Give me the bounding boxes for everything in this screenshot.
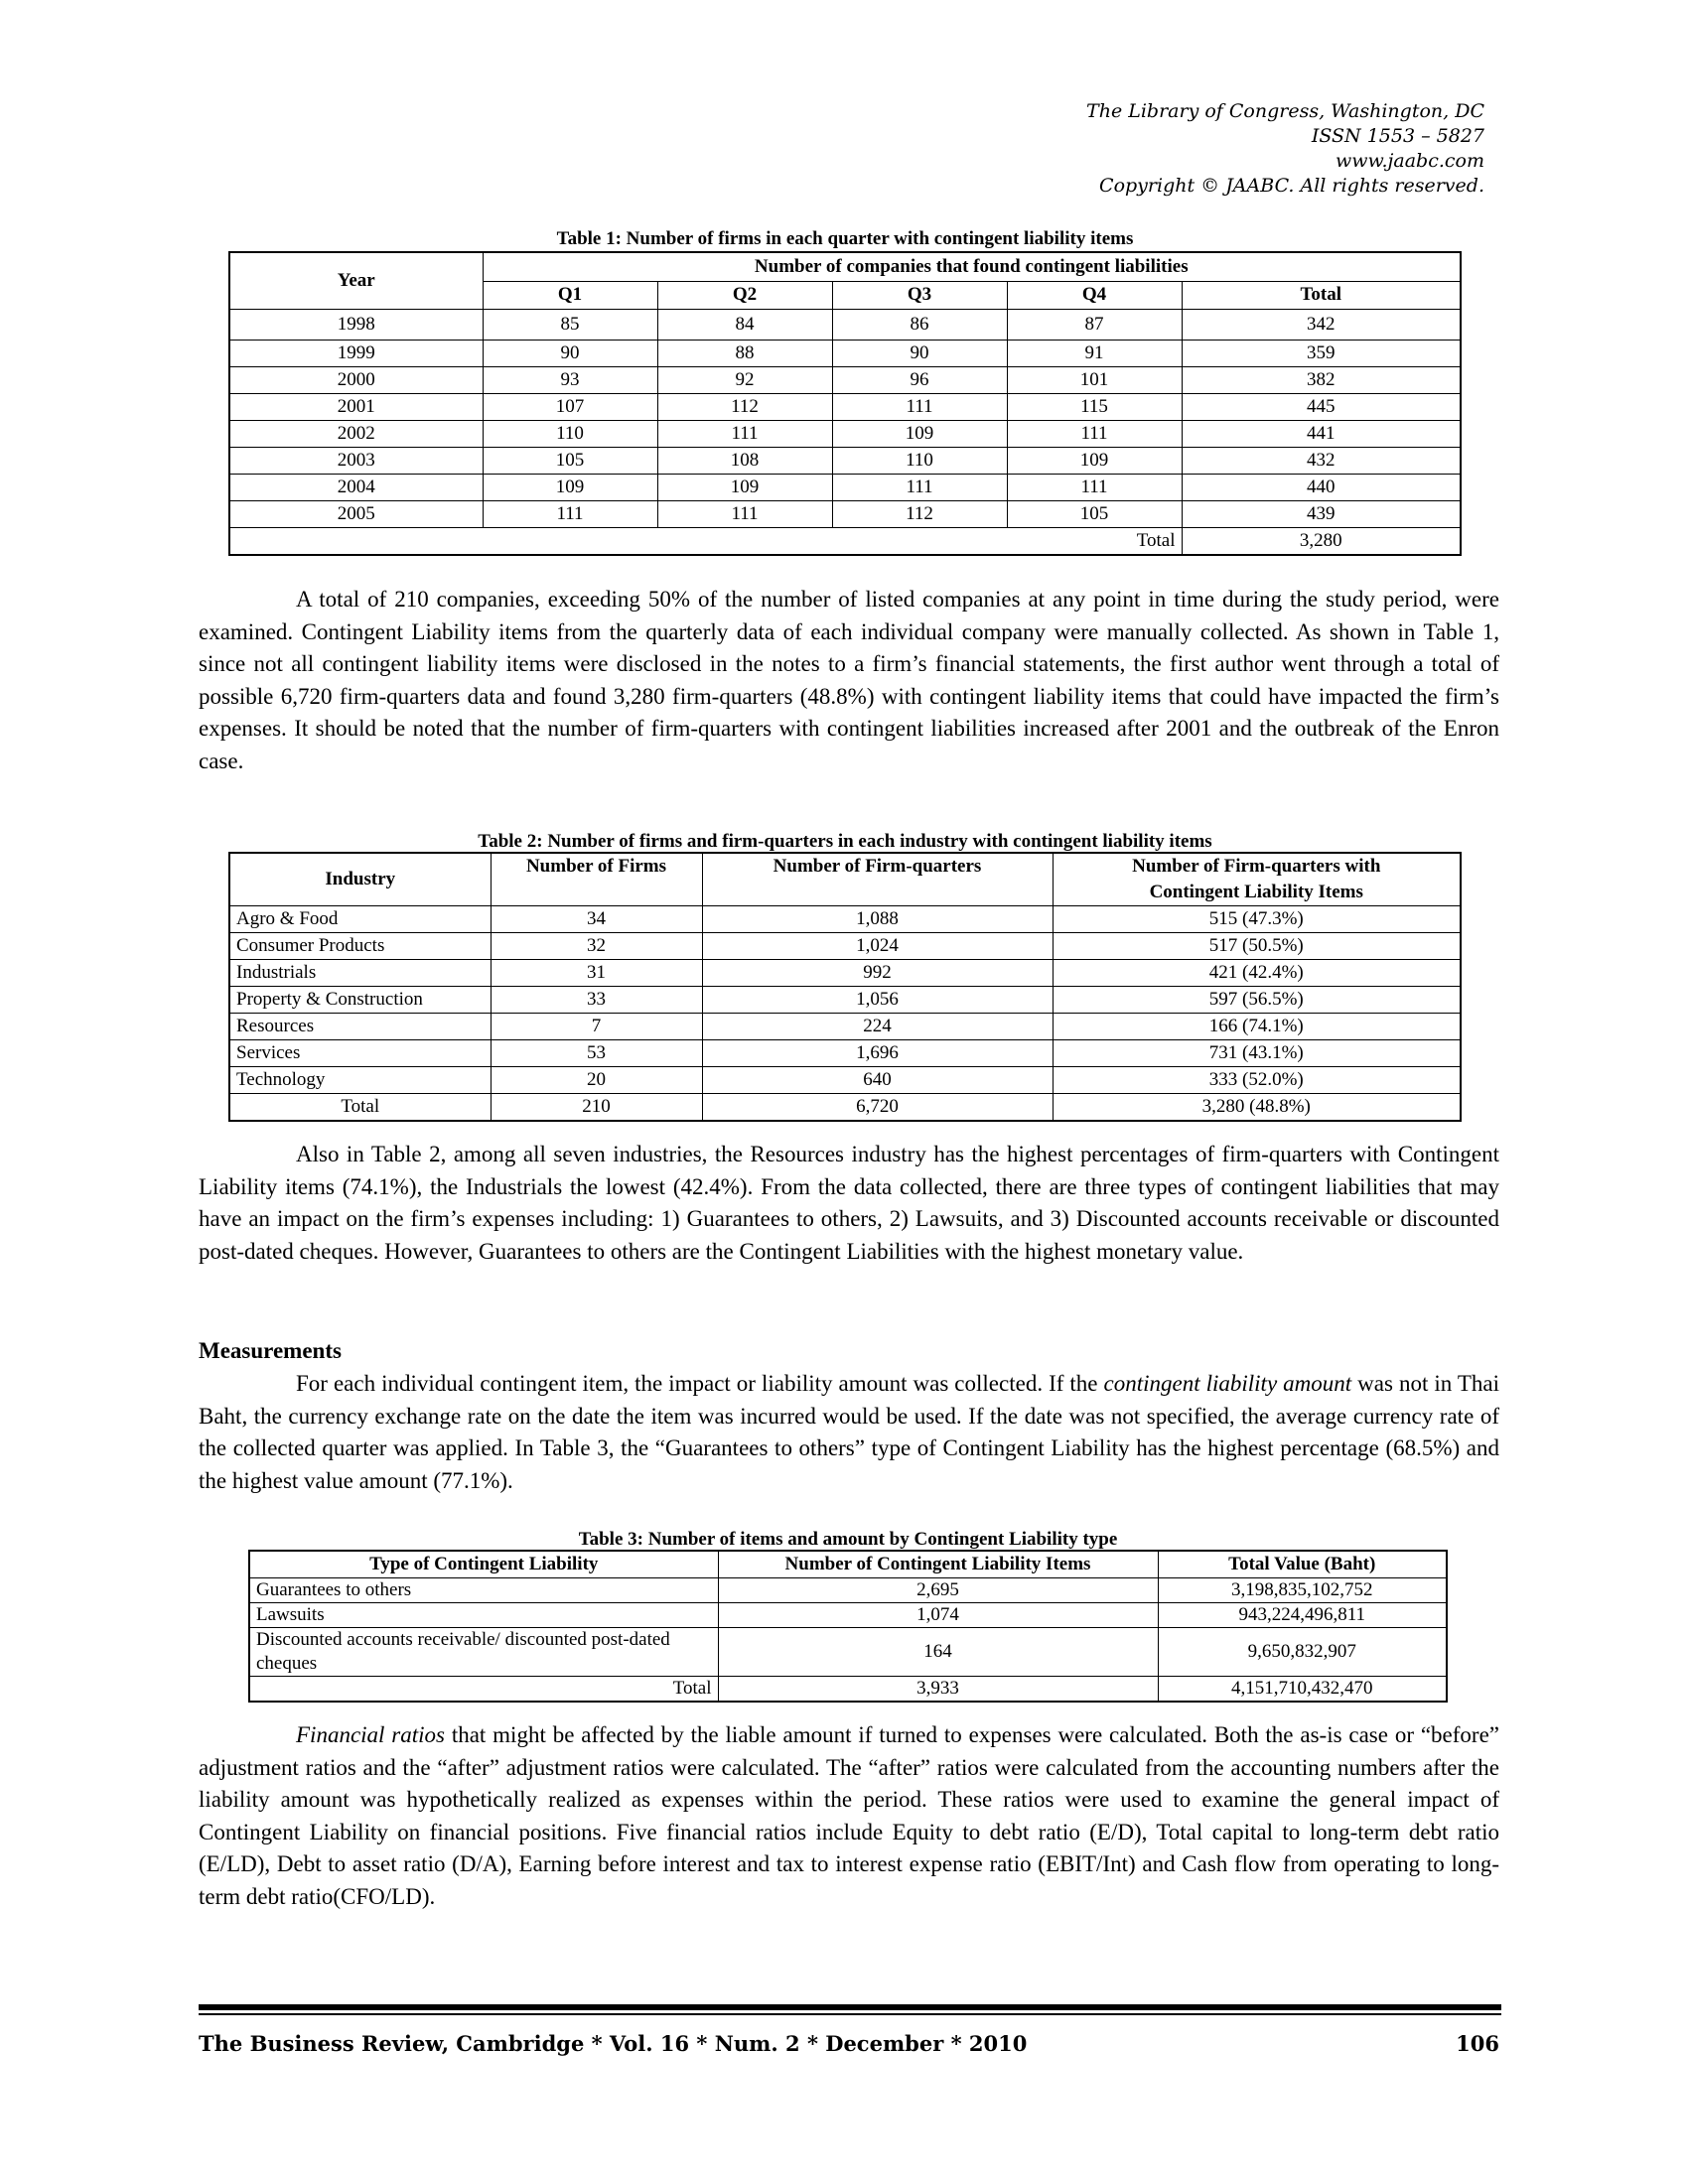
- table1-row: [229, 394, 1461, 421]
- paragraph-3: [199, 1368, 1499, 1497]
- table1-cell: 110: [832, 448, 1007, 475]
- table3: [248, 1550, 1448, 1703]
- table1-year-cell: 1998: [229, 310, 483, 341]
- table1-cell: 111: [657, 421, 832, 448]
- table3-type-cell: Lawsuits: [249, 1603, 718, 1628]
- table2-cell: 333 (52.0%): [1053, 1067, 1461, 1094]
- table1-cell: 439: [1182, 501, 1461, 528]
- table1-col-header: Total: [1182, 281, 1461, 310]
- table2-cell: 53: [491, 1040, 702, 1067]
- table2-industry-cell: Technology: [229, 1067, 491, 1094]
- table2-cell: 1,056: [702, 987, 1053, 1014]
- table3-cell: 943,224,496,811: [1158, 1603, 1447, 1628]
- table1-cell: 108: [657, 448, 832, 475]
- table3-cell: 164: [718, 1628, 1158, 1677]
- table2-cell: 992: [702, 960, 1053, 987]
- table3-header-type: Type of Contingent Liability: [249, 1551, 718, 1578]
- table3-body: [249, 1578, 1447, 1677]
- table1-col-header: Q4: [1007, 281, 1182, 310]
- table1-col-header: Q1: [483, 281, 657, 310]
- table1-total-value: 3,280: [1182, 528, 1461, 556]
- table2-row: [229, 933, 1461, 960]
- table3-total-label: Total: [249, 1677, 718, 1703]
- table3-row: [249, 1578, 1447, 1603]
- table2-header-cl-line2: Contingent Liability Items: [1149, 882, 1363, 902]
- table1-cell: 111: [832, 394, 1007, 421]
- table2-cell: 640: [702, 1067, 1053, 1094]
- table1-cell: 90: [483, 341, 657, 367]
- table1-cell: 440: [1182, 475, 1461, 501]
- table2-industry-cell: Services: [229, 1040, 491, 1067]
- footer-rule-thick: [199, 2004, 1501, 2010]
- table1-cell: 445: [1182, 394, 1461, 421]
- table1-cell: 91: [1007, 341, 1182, 367]
- table1-row: [229, 501, 1461, 528]
- table1-cell: 109: [657, 475, 832, 501]
- table2-block: [228, 831, 1462, 1122]
- table2-cell: 20: [491, 1067, 702, 1094]
- table2-cell: 421 (42.4%): [1053, 960, 1461, 987]
- table2-cell: 1,024: [702, 933, 1053, 960]
- table1-cell: 96: [832, 367, 1007, 394]
- table3-total-items: 3,933: [718, 1677, 1158, 1703]
- table3-block: [248, 1529, 1448, 1703]
- table2-industry-cell: Property & Construction: [229, 987, 491, 1014]
- table1-total-row: [229, 528, 1461, 556]
- table3-row: [249, 1603, 1447, 1628]
- table2-body: [229, 906, 1461, 1094]
- table3-cell: 9,650,832,907: [1158, 1628, 1447, 1677]
- table1-cell: 111: [483, 501, 657, 528]
- table2-row: [229, 1067, 1461, 1094]
- table1-cell: 109: [483, 475, 657, 501]
- table3-caption: Table 3: Number of items and amount by Contingent Liability type: [578, 1529, 1118, 1550]
- table3-row: [249, 1628, 1447, 1677]
- table1-row: [229, 448, 1461, 475]
- table1-year-cell: 2002: [229, 421, 483, 448]
- table2-cell: 33: [491, 987, 702, 1014]
- table2-cell: 34: [491, 906, 702, 933]
- footer-page-number: 106: [1456, 2031, 1499, 2056]
- paragraph-4-rest: that might be affected by the liable amount if turned to expenses were calculated. Both the as-is case or “before” adjustment ratios and the “after” adjustment ratios were calculated. The “after” ratios were calculated from the accounting numbers after the liability amount was hypothetically realized as expenses within the period. These ratios were used to examine the general impact of Contingent Liability on financial positions. Five financial ratios include Equity to debt ratio (E/D), Total capital to long-term debt ratio (E/LD), Debt to asset ratio (D/A), Earning before interest and tax to interest expense ratio (EBIT/Int) and Cash flow from operating to long-term debt ratio(CFO/LD).: [199, 1722, 1499, 1909]
- table2-total-label: Total: [229, 1094, 491, 1122]
- table1-year-cell: 2005: [229, 501, 483, 528]
- paragraph-3-part1: For each individual contingent item, the impact or liability amount was collected. If the: [296, 1371, 1104, 1396]
- table1-cell: 111: [1007, 421, 1182, 448]
- table1-caption: Table 1: Number of firms in each quarter with contingent liability items: [556, 228, 1134, 249]
- table2-header-cl-line1: Number of Firm-quarters with: [1132, 856, 1381, 877]
- table3-header-value: Total Value (Baht): [1158, 1551, 1447, 1578]
- table1-total-label: Total: [229, 528, 1182, 556]
- table1-col-header: Q3: [832, 281, 1007, 310]
- table2-row: [229, 1040, 1461, 1067]
- table3-cell: 3,198,835,102,752: [1158, 1578, 1447, 1603]
- table2-header-firm-quarters: Number of Firm-quarters: [702, 853, 1053, 906]
- table2-industry-cell: Resources: [229, 1014, 491, 1040]
- table2-total-firm-quarters: 6,720: [702, 1094, 1053, 1122]
- table1-cell: 432: [1182, 448, 1461, 475]
- table1-header-row-1: [229, 252, 1461, 281]
- table1-cell: 441: [1182, 421, 1461, 448]
- table2-header-row: [229, 853, 1461, 906]
- table2-header-firm-quarters-cl: [1053, 853, 1461, 906]
- journal-header: [1086, 99, 1484, 199]
- table2-cell: 166 (74.1%): [1053, 1014, 1461, 1040]
- table1-row: [229, 421, 1461, 448]
- table2-industry-cell: Agro & Food: [229, 906, 491, 933]
- table1-row: [229, 341, 1461, 367]
- table2-total-firms: 210: [491, 1094, 702, 1122]
- header-library-line: The Library of Congress, Washington, DC: [1086, 100, 1484, 122]
- table2-cell: 517 (50.5%): [1053, 933, 1461, 960]
- table2-cell: 597 (56.5%): [1053, 987, 1461, 1014]
- table2-row: [229, 960, 1461, 987]
- table1-row: [229, 475, 1461, 501]
- table3-header-items: Number of Contingent Liability Items: [718, 1551, 1158, 1578]
- table2-cell: 1,696: [702, 1040, 1053, 1067]
- table3-cell: 2,695: [718, 1578, 1158, 1603]
- table1-cell: 93: [483, 367, 657, 394]
- table3-header-row: [249, 1551, 1447, 1578]
- table2-header-firms: Number of Firms: [491, 853, 702, 906]
- table2-cell: 515 (47.3%): [1053, 906, 1461, 933]
- table2-cell: 31: [491, 960, 702, 987]
- table1-cell: 342: [1182, 310, 1461, 341]
- table1-cell: 111: [832, 475, 1007, 501]
- section-heading-measurements: Measurements: [199, 1338, 342, 1363]
- table1-cell: 111: [657, 501, 832, 528]
- table1-row: [229, 310, 1461, 341]
- table1-year-cell: 2004: [229, 475, 483, 501]
- table1-cell: 85: [483, 310, 657, 341]
- table1-cell: 84: [657, 310, 832, 341]
- table1: [228, 251, 1462, 556]
- header-copyright-line: Copyright © JAABC. All rights reserved.: [1099, 175, 1484, 197]
- table3-total-row: [249, 1677, 1447, 1703]
- table2-row: [229, 906, 1461, 933]
- header-website-line: www.jaabc.com: [1335, 150, 1484, 172]
- table1-cell: 105: [1007, 501, 1182, 528]
- table1-cell: 382: [1182, 367, 1461, 394]
- table2-cell: 731 (43.1%): [1053, 1040, 1461, 1067]
- table3-total-value: 4,151,710,432,470: [1158, 1677, 1447, 1703]
- table1-cell: 109: [832, 421, 1007, 448]
- table1-cell: 87: [1007, 310, 1182, 341]
- paragraph-4-emphasis: Financial ratios: [296, 1722, 445, 1747]
- table1-row: [229, 367, 1461, 394]
- paragraph-3-emphasis: contingent liability amount: [1103, 1371, 1352, 1396]
- footer-journal-citation: The Business Review, Cambridge * Vol. 16 * Num. 2 * December * 2010: [199, 2031, 1028, 2056]
- table1-cell: 88: [657, 341, 832, 367]
- table2-total-cl: 3,280 (48.8%): [1053, 1094, 1461, 1122]
- paragraph-3-part2: was not in Thai Baht, the currency exchange rate on the date the item was incurred would be used. If the date was not specified, the average currency rate of the collected quarter was applied. In Table 3, the “Guarantees to others” type of Contingent Liability has the highest percentage (68.5%) and the highest value amount (77.1%).: [199, 1371, 1499, 1493]
- table1-cell: 112: [832, 501, 1007, 528]
- table2-row: [229, 987, 1461, 1014]
- table1-cell: 105: [483, 448, 657, 475]
- footer-rule-thin: [199, 2013, 1501, 2015]
- table1-cell: 115: [1007, 394, 1182, 421]
- table1-group-header: Number of companies that found contingent liabilities: [483, 252, 1461, 281]
- table3-type-cell: Guarantees to others: [249, 1578, 718, 1603]
- table2-cell: 7: [491, 1014, 702, 1040]
- table2-industry-cell: Industrials: [229, 960, 491, 987]
- table2: [228, 852, 1462, 1122]
- table1-cell: 110: [483, 421, 657, 448]
- table1-cell: 107: [483, 394, 657, 421]
- table2-cell: 224: [702, 1014, 1053, 1040]
- table1-cell: 86: [832, 310, 1007, 341]
- table1-cell: 112: [657, 394, 832, 421]
- paragraph-1: A total of 210 companies, exceeding 50% of the number of listed companies at any point in time during the study period, were examined. Contingent Liability items from the quarterly data of each individual company were manually collected. As shown in Table 1, since not all contingent liability items were disclosed in the notes to a firm’s financial statements, the first author went through a total of possible 6,720 firm-quarters data and found 3,280 firm-quarters (48.8%) with contingent liability items that could have impacted the firm’s expenses. It should be noted that the number of firm-quarters with contingent liabilities increased after 2001 and the outbreak of the Enron case.: [199, 587, 1499, 773]
- table1-block: [228, 228, 1462, 556]
- table1-cell: 90: [832, 341, 1007, 367]
- table2-row: [229, 1014, 1461, 1040]
- table1-cell: 109: [1007, 448, 1182, 475]
- table1-cell: 111: [1007, 475, 1182, 501]
- table1-year-cell: 1999: [229, 341, 483, 367]
- table1-body: [229, 310, 1461, 528]
- table1-col-header: Q2: [657, 281, 832, 310]
- table1-cell: 92: [657, 367, 832, 394]
- table3-cell: 1,074: [718, 1603, 1158, 1628]
- table1-year-cell: 2001: [229, 394, 483, 421]
- paragraph-2: Also in Table 2, among all seven industries, the Resources industry has the highest percentages of firm-quarters with Contingent Liability items (74.1%), the Industrials the lowest (42.4%). From the data collected, there are three types of contingent liabilities that may have an impact on the firm’s expenses including: 1) Guarantees to others, 2) Lawsuits, and 3) Discounted accounts receivable or discounted post-dated cheques. However, Guarantees to others are the Contingent Liabilities with the highest monetary value.: [199, 1142, 1499, 1264]
- table2-total-row: [229, 1094, 1461, 1122]
- table3-type-cell: Discounted accounts receivable/ discounted post-dated cheques: [249, 1628, 718, 1677]
- table2-caption: Table 2: Number of firms and firm-quarters in each industry with contingent liability items: [478, 831, 1212, 852]
- table1-year-cell: 2003: [229, 448, 483, 475]
- table1-year-header: Year: [229, 252, 483, 310]
- table1-cell: 359: [1182, 341, 1461, 367]
- header-issn-line: ISSN 1553 – 5827: [1311, 125, 1484, 147]
- table2-cell: 1,088: [702, 906, 1053, 933]
- paragraph-4: [199, 1719, 1499, 1913]
- table2-cell: 32: [491, 933, 702, 960]
- table1-year-cell: 2000: [229, 367, 483, 394]
- table2-industry-cell: Consumer Products: [229, 933, 491, 960]
- table1-cell: 101: [1007, 367, 1182, 394]
- table2-header-industry: Industry: [229, 853, 491, 906]
